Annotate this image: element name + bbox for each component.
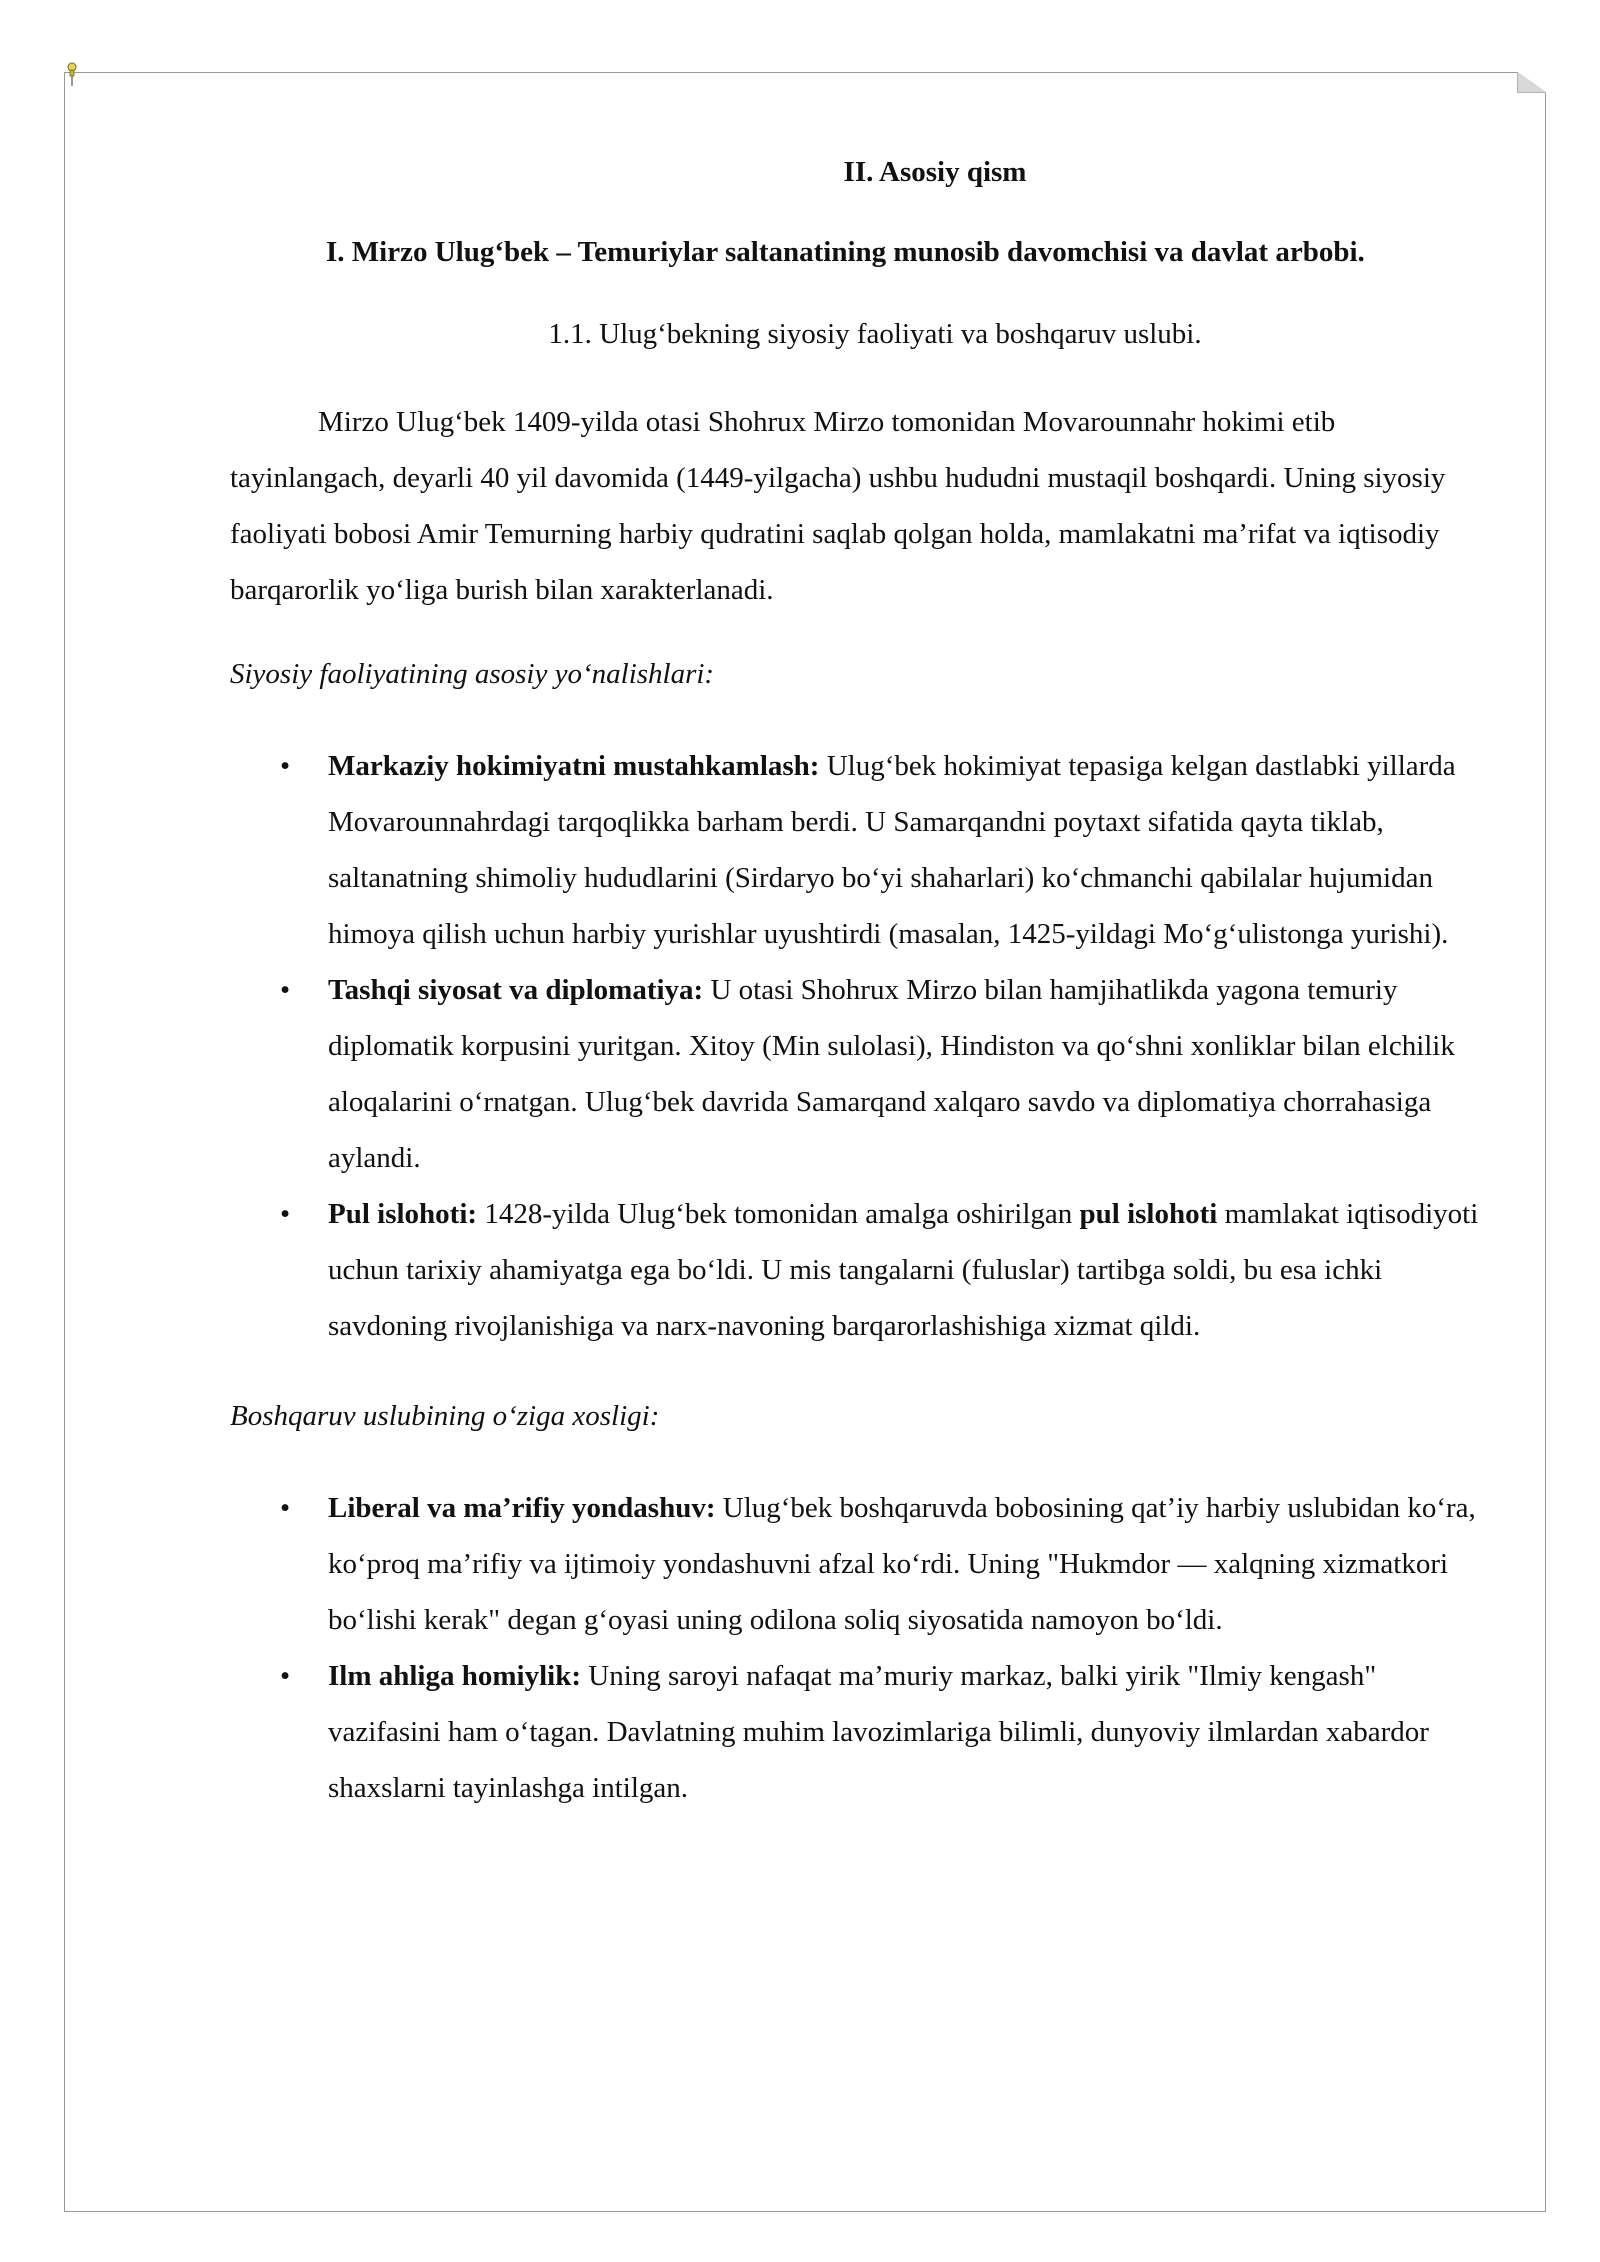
list-item-text: Ulug‘bek hokimiyat tepasiga kelgan dastlabki yillarda Movarounnahrdagi tarqoqlikka barham berdi. U Samarqandni poytaxt sifatida qayta tiklab, saltanatning shimoliy hududlarini (Sirdaryo bo‘yi shaharlari) ko‘chmanchi qabilalar hujumidan himoya qilish uchun harbiy yurishlar uyushtirdi (masalan, 1425-yildagi Mo‘g‘ulistonga yurishi). <box>328 750 1456 950</box>
bullet-icon: • <box>280 1198 291 1230</box>
intro-paragraph: Mirzo Ulug‘bek 1409-yilda otasi Shohrux Mirzo tomonidan Movarounnahr hokimi etib tayinlangach, deyarli 40 yil davomida (1449-yilgacha) ushbu hududni mustaqil boshqardi. Uning siyosiy faoliyati bobosi Amir Temurning harbiy qudratini saqlab qolgan holda, mamlakatni ma’rifat va iqtisodiy barqarorlik yo‘liga burish bilan xarakterlanadi. <box>230 406 1446 606</box>
list-item-text: mamlakat iqtisodiyoti uchun tarixiy ahamiyatga ega bo‘ldi. U mis tangalarni (fuluslar) tartibga soldi, bu esa ichki savdoning rivojlanishiga va narx-navoning barqarorlashishiga xizmat qildi. <box>328 1198 1479 1342</box>
list-item-inline-bold: pul islohoti <box>1079 1198 1218 1230</box>
bullet-icon: • <box>280 1492 291 1524</box>
list-item-text: Uning saroyi nafaqat ma’muriy markaz, balki yirik "Ilmiy kengash" vazifasini ham o‘tagan. Davlatning muhim lavozimlariga bilimli, dunyoviy ilmlardan xabardor shaxslarni tayinlashga intilgan. <box>328 1660 1429 1804</box>
political-activity-list <box>230 738 1490 1354</box>
bullet-icon: • <box>280 974 291 1006</box>
list-item-text: 1428-yilda Ulug‘bek tomonidan amalga oshirilgan <box>477 1198 1080 1230</box>
list-item-text: U otasi Shohrux Mirzo bilan hamjihatlikda yagona temuriy diplomatik korpusini yuritgan. Xitoy (Min sulolasi), Hindiston va qo‘shni xonliklar bilan elchilik aloqalarini o‘rnatgan. Ulug‘bek davrida Samarqand xalqaro savdo va diplomatiya chorrahasiga aylandi. <box>328 974 1455 1174</box>
section-title: I. Mirzo Ulug‘bek – Temuriylar saltanatining munosib davomchisi va davlat arbobi. <box>326 236 1365 268</box>
list-item <box>230 1648 1490 1816</box>
pushpin-icon <box>66 62 78 88</box>
list-item-term: Ilm ahliga homiylik: <box>328 1660 581 1692</box>
document-body <box>230 150 1490 1850</box>
subsection-title: 1.1. Ulug‘bekning siyosiy faoliyati va boshqaruv uslubi. <box>548 318 1202 350</box>
political-activity-heading: Siyosiy faoliyatining asosiy yo‘nalishlari: <box>230 658 715 690</box>
bullet-icon: • <box>280 1660 291 1692</box>
list-item-term: Pul islohoti: <box>328 1198 478 1230</box>
list-item <box>230 962 1490 1186</box>
governance-style-list <box>230 1480 1490 1816</box>
page-heading: II. Asosiy qism <box>843 156 1027 188</box>
list-item <box>230 1480 1490 1648</box>
list-item-text: Ulug‘bek boshqaruvda bobosining qat’iy harbiy uslubidan ko‘ra, ko‘proq ma’rifiy va ijtimoiy yondashuvni afzal ko‘rdi. Uning "Hukmdor — xalqning xizmatkori bo‘lishi kerak" degan g‘oyasi uning odilona soliq siyosatida namoyon bo‘ldi. <box>328 1492 1476 1636</box>
list-item-term: Tashqi siyosat va diplomatiya: <box>328 974 704 1006</box>
list-item <box>230 1186 1490 1354</box>
list-item-term: Markaziy hokimiyatni mustahkamlash: <box>328 750 820 782</box>
bullet-icon: • <box>280 750 291 782</box>
list-item-term: Liberal va ma’rifiy yondashuv: <box>328 1492 716 1524</box>
list-item <box>230 738 1490 962</box>
governance-style-heading: Boshqaruv uslubining o‘ziga xosligi: <box>230 1400 660 1432</box>
